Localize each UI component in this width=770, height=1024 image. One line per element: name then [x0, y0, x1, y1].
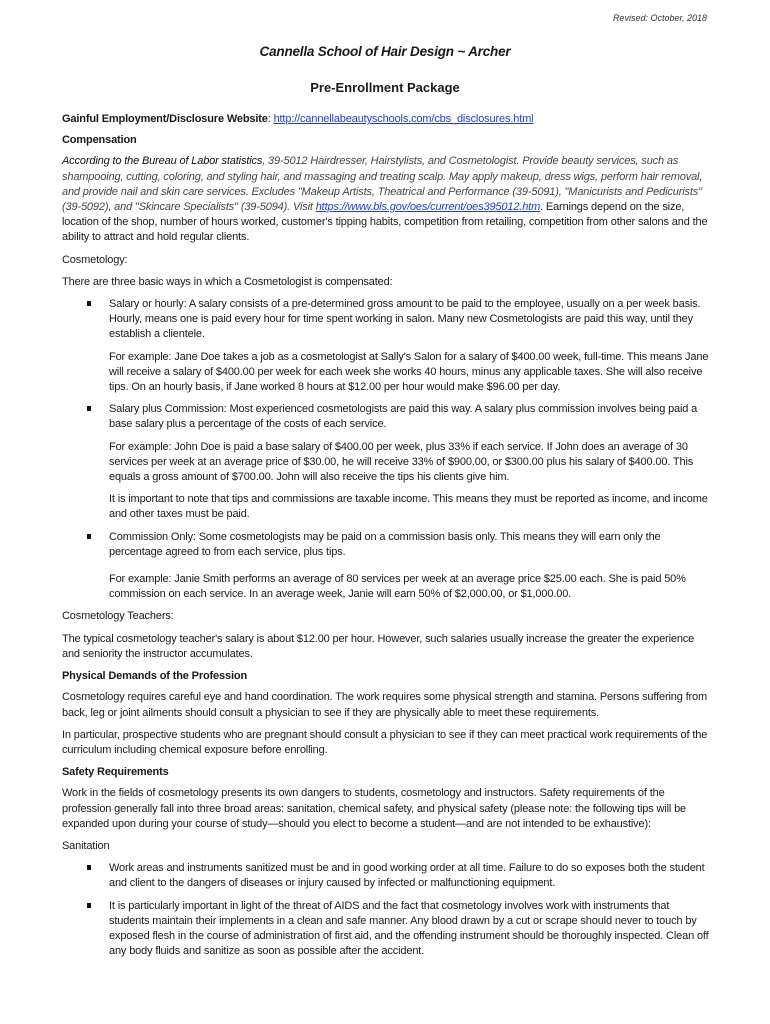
compensation-list — [62, 297, 712, 602]
list-item — [62, 530, 712, 603]
bls-description: , 39-5012 Hairdresser, Hairstylists, and Cosmetologist. Provide beauty services, such as shampooing, cutting, coloring, and styling hair, and massaging and treating scalp. May apply makeup, dress wigs, perform hair removal, and provide nail and skin care services. Excludes "Makeup Artists, Theatrical and Performance (39-5091), "Manicurists and Pedicurists" (39-5092), and "Skincare Specialists" (39-5094). Visit — [62, 155, 703, 214]
list-item — [62, 899, 712, 960]
safety-heading: Safety Requirements — [62, 766, 169, 779]
list-item-text: Commission Only: Some cosmetologists may be paid on a commission basis only. This means they will earn only the percentage agreed to from each service, plus tips. — [109, 530, 661, 558]
document-body — [62, 112, 712, 966]
physical-heading: Physical Demands of the Profession — [62, 670, 248, 683]
bls-paragraph — [62, 154, 712, 245]
sanitation-label: Sanitation — [62, 839, 110, 852]
list-item-text: Salary or hourly: A salary consists of a pre-determined gross amount to be paid to the employee, usually on a per week basis. Hourly, means one is paid every hour for time spent working in salon. Many new Cosmetologists are paid this way, until they establish a clientele. — [109, 298, 701, 341]
bls-lead: According to the Bureau of Labor statistics — [62, 155, 263, 168]
physical-paragraph-2: In particular, prospective students who are pregnant should consult a physician to see if they can meet practical work requirements of the curriculum including chemical exposure before enrolling. — [62, 728, 708, 756]
revision-date: Revised: October, 2018 — [612, 13, 707, 23]
document-title: Cannella School of Hair Design ~ Archer — [259, 44, 511, 59]
bullet-icon — [87, 903, 91, 908]
gainful-employment-line — [62, 112, 712, 127]
list-item — [62, 297, 712, 395]
bls-tail: . Earnings depend on the size, location of the shop, number of hours worked, customer's tipping habits, competition from retailing, competition from other salons and the ability to attract and hold regular clients. — [62, 201, 708, 244]
list-item — [62, 402, 712, 522]
bullet-icon — [87, 301, 91, 306]
compensation-heading: Compensation — [62, 134, 137, 147]
gainful-colon: : — [267, 113, 274, 125]
example-text: For example: Jane Doe takes a job as a cosmetologist at Sally's Salon for a salary of $400.00 week, full-time. This means Jane will receive a salary of $400.00 per week for each week she works 40 hours, minus any applicable taxes. She will also receive tips. On an hourly basis, if Jane worked 8 hours at $12.00 per hour would make $96.00 per day. — [109, 350, 709, 394]
list-item — [62, 861, 712, 891]
teachers-text: The typical cosmetology teacher's salary is about $12.00 per hour. However, such salaries usually increase the greater the experience and seniority the instructor accumulates. — [62, 632, 695, 660]
note-text: It is important to note that tips and commissions are taxable income. This means they must be reported as income, and income and other taxes must be paid. — [109, 493, 708, 521]
document-subtitle: Pre-Enrollment Package — [310, 80, 460, 95]
sanitation-list — [62, 861, 712, 959]
list-item-text: Work areas and instruments sanitized must be and in good working order at all time. Failure to do so exposes both the student and client to the dangers of diseases or injury caused by infected or malfunctioning equipment. — [109, 862, 705, 890]
gainful-label: Gainful Employment/Disclosure Website — [62, 113, 268, 125]
bullet-icon — [87, 534, 91, 539]
list-item-text: Salary plus Commission: Most experienced cosmetologists are paid this way. A salary plus commission involves being paid a base salary plus a percentage of the costs of each service. — [109, 403, 698, 431]
disclosure-link[interactable]: http://cannellabeautyschools.com/cbs_disclosures.html — [273, 113, 534, 125]
cosmetology-label: Cosmetology: — [62, 253, 128, 266]
bullet-icon — [87, 406, 91, 411]
safety-paragraph: Work in the fields of cosmetology presents its own dangers to students, cosmetology and instructors. Safety requirements of the profession generally fall into three broad areas: sanitation, chemical safety, and physical safety (please note: the following tips will be expanded upon during your course of study—should you elect to become a student—and are not intended to be exhaustive): — [62, 787, 687, 830]
bullet-icon — [87, 865, 91, 870]
physical-paragraph-1: Cosmetology requires careful eye and hand coordination. The work requires some physical strength and stamina. Persons suffering from back, leg or joint ailments should consult a physician to see if they are physically able to meet these requirements. — [62, 691, 708, 719]
example-text: For example: Janie Smith performs an average of 80 services per week at an average price $25.00 each. She is paid 50% commission on each service. In an average week, Janie will earn 50% of $2,000.00, or $1,000.00. — [109, 573, 686, 601]
teachers-label: Cosmetology Teachers: — [62, 610, 174, 623]
bls-link[interactable]: https://www.bls.gov/oes/current/oes395012.htm — [315, 201, 541, 214]
example-text: For example: John Doe is paid a base salary of $400.00 per week, plus 33% if each service. If John does an average of 30 services per week at an average price of $30.00, he will receive 33% of $900.00, or $300.00 plus his salary of $400.00. This equals a gross amount of $700.00. John will also receive the tips his clients give him. — [109, 440, 694, 484]
compensation-intro: There are three basic ways in which a Cosmetologist is compensated: — [62, 275, 393, 288]
list-item-text: It is particularly important in light of the threat of AIDS and the fact that cosmetology involves work with instruments that students maintain their implements in a clean and safe manner. Any blood drawn by a cut or scrape should never to touch by exposed flesh in the course of administration of first aid, and the offending instrument should be thoroughly inspected. Clean off any body fluids and sanitize as soon as possible after the accident. — [109, 899, 709, 958]
